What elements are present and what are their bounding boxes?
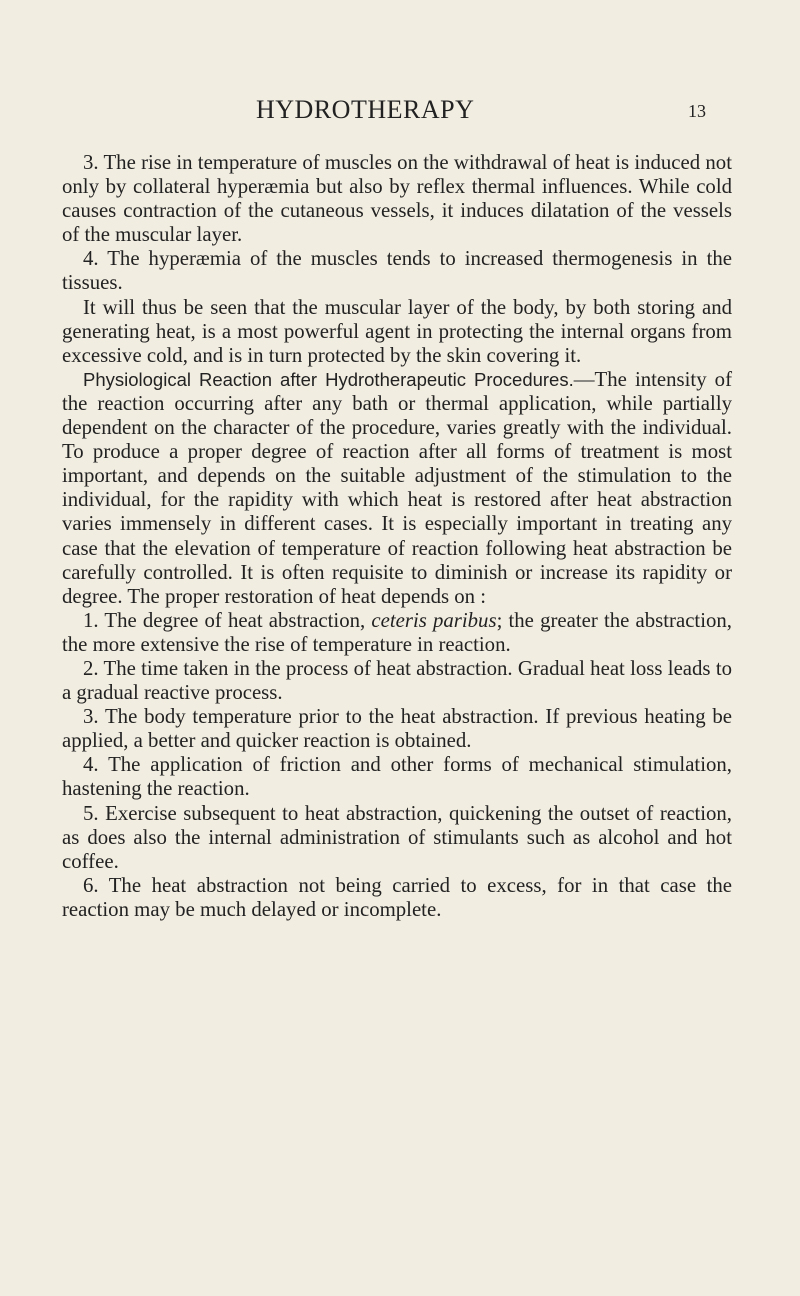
paragraph-summary: It will thus be seen that the muscular layer of the body, by both storing and generating heat, is a most powerful agent in protecting the internal organs from excessive cold, and is in turn protected by the skin covering it. xyxy=(62,295,732,367)
body-text xyxy=(62,151,732,922)
running-head xyxy=(0,93,800,127)
list-item-3: 3. The body temperature prior to the heat abstraction. If previous heating be applied, a better and quicker reaction is obtained. xyxy=(62,705,732,753)
list-item-1-latin: ceteris paribus xyxy=(371,608,497,632)
section-heading: Physiological Reaction after Hydrotherapeutic Procedures. xyxy=(83,368,574,390)
list-item-4: 4. The application of friction and other forms of mechanical stimulation, hastening the reaction. xyxy=(62,753,732,801)
list-item-1 xyxy=(62,609,732,657)
paragraph-point-3: 3. The rise in temperature of muscles on the withdrawal of heat is induced not only by collateral hyperæmia but also by reflex thermal influences. While cold causes contraction of the cutaneous vessels, it induces dilatation of the vessels of the muscular layer. xyxy=(62,151,732,247)
page-number: 13 xyxy=(688,101,706,121)
section-text: —The intensity of the reaction occurring after any bath or thermal application, while partially dependent on the character of the procedure, varies greatly with the individual. To produce a proper degree of reaction after all forms of treatment is most important, and depends on the suitable adjustment of the stimulation to the individual, for the rapidity with which heat is restored after heat abstraction varies immensely in different cases. It is especially important in treating any case that the elevation of temperature of reaction following heat abstraction be carefully controlled. It is often requisite to diminish or increase its rapidity or degree. The proper restoration of heat depends on : xyxy=(62,367,733,608)
paragraph-point-4: 4. The hyperæmia of the muscles tends to increased thermogenesis in the tissues. xyxy=(62,247,732,295)
running-title: HYDROTHERAPY xyxy=(256,95,475,124)
list-item-2: 2. The time taken in the process of heat abstraction. Gradual heat loss leads to a gradual reactive process. xyxy=(62,656,732,705)
list-item-1-rest: ; the greater the abstraction, the more extensive the rise of temperature in reaction. xyxy=(62,608,732,656)
list-item-6: 6. The heat abstraction not being carried to excess, for in that case the reaction may be much delayed or incomplete. xyxy=(62,873,732,921)
list-item-1-lead: 1. The degree of heat abstraction, xyxy=(83,608,366,632)
list-item-5: 5. Exercise subsequent to heat abstraction, quickening the outset of reaction, as does also the internal administration of stimulants such as alcohol and hot coffee. xyxy=(62,801,732,873)
section-reaction xyxy=(62,368,732,609)
